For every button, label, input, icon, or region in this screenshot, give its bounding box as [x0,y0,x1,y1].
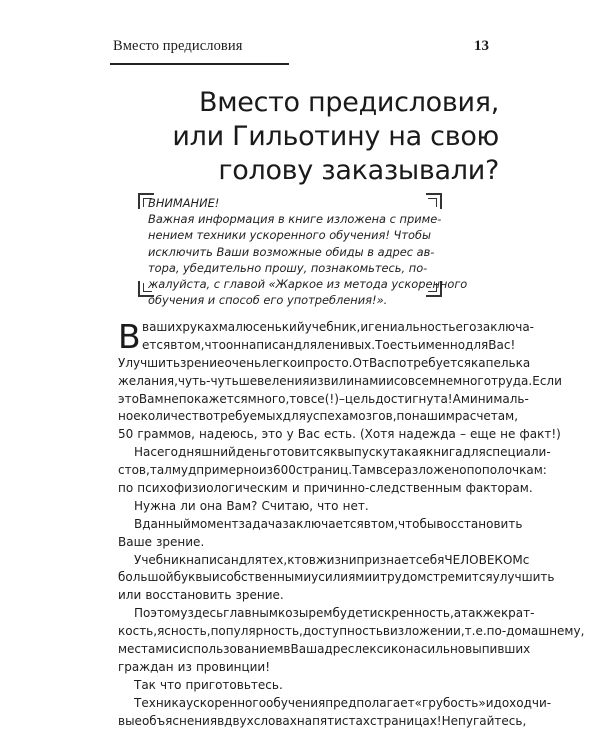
body-line: Поэтому здесь главным козырем будет искренность, а также крат- [134,606,535,621]
body-line: стов, талмуд примерно из 600 страниц. Там все разложено по полочкам: [118,463,547,478]
drop-cap: В [118,317,141,356]
callout-line: Важная информация в книге изложена с приме- [148,212,442,227]
body-line: ваших руках малюсенький учебник, и гениальность его заключа- [142,320,534,334]
body-line: ется в том, что он написан для ленивых. То есть именно для Вас! [142,337,516,352]
body-line: желания, чуть-чуть шевеления извилинами и совсем немного труда. Если [118,373,562,388]
body-line: На сегодняшний день готовится к выпуску такая книга для специали- [134,445,551,460]
body-line: или восстановить зрение. [118,588,284,603]
callout-line: нением техники ускоренного обучения! Чтобы [148,228,431,243]
attention-callout [138,193,468,308]
chapter-title-line: Вместо предисловия, [198,87,499,118]
body-line: В данный момент задача заключается в том, чтобы восстановить [134,516,523,531]
running-head-title: Вместо предисловия [113,38,243,54]
body-line: это Вам не покажется много, то все (!) – цель достигнута! А минималь- [118,391,529,406]
chapter-title-line: или Гильотину на свою [172,121,499,152]
body-line: Так что приготовьтесь. [134,677,283,692]
body-line: вые объяснения в двух словах на пятистах страницах! Не пугайтесь, [118,713,527,728]
body-line: Нужна ли она Вам? Считаю, что нет. [134,498,369,513]
body-line: 50 граммов, надеюсь, это у Вас есть. (Хотя надежда – еще не факт!) [118,427,561,442]
header-rule [110,63,289,65]
body-line: местами с использованием в Ваш адрес лексикона сильно выпивших [118,642,531,657]
callout-line: жалуйста, с главой «Жаркое из метода ускоренного [148,277,468,292]
body-line: Техника ускоренного обучения предполагает «грубость» и доходчи- [134,695,552,710]
body-line: Ваше зрение. [118,534,205,549]
page-number: 13 [474,38,489,54]
callout-text [148,195,468,308]
body-line: ное количество требуемых для успеха мозгов, по нашим расчетам, [118,409,519,424]
body-line: Учебник написан для тех, кто в жизни признает себя ЧЕЛОВЕКОМ с [134,552,530,567]
chapter-title-line: голову заказывали? [218,155,499,186]
callout-line: исключить Ваши возможные обиды в адрес ав- [148,244,435,259]
callout-line: тора, убедительно прошу, познакомьтесь, по- [148,260,428,275]
callout-line: обучения и способ его употребления!». [148,293,388,308]
callout-line: ВНИМАНИЕ! [148,196,220,210]
body-line: большой буквы и собственными усилиями и трудом стремится улучшить [118,570,555,585]
body-line: Улучшить зрение очень легко и просто. От Вас потребуется капелька [118,355,531,370]
chapter-title [172,86,499,188]
body-line: кость, ясность, популярность, доступность в изложении, т. е. по-домашнему, [118,624,585,639]
body-text [118,317,585,730]
body-line: по психофизиологическим и причинно-следственным факторам. [118,481,533,496]
body-line: граждан из провинции! [118,659,271,674]
